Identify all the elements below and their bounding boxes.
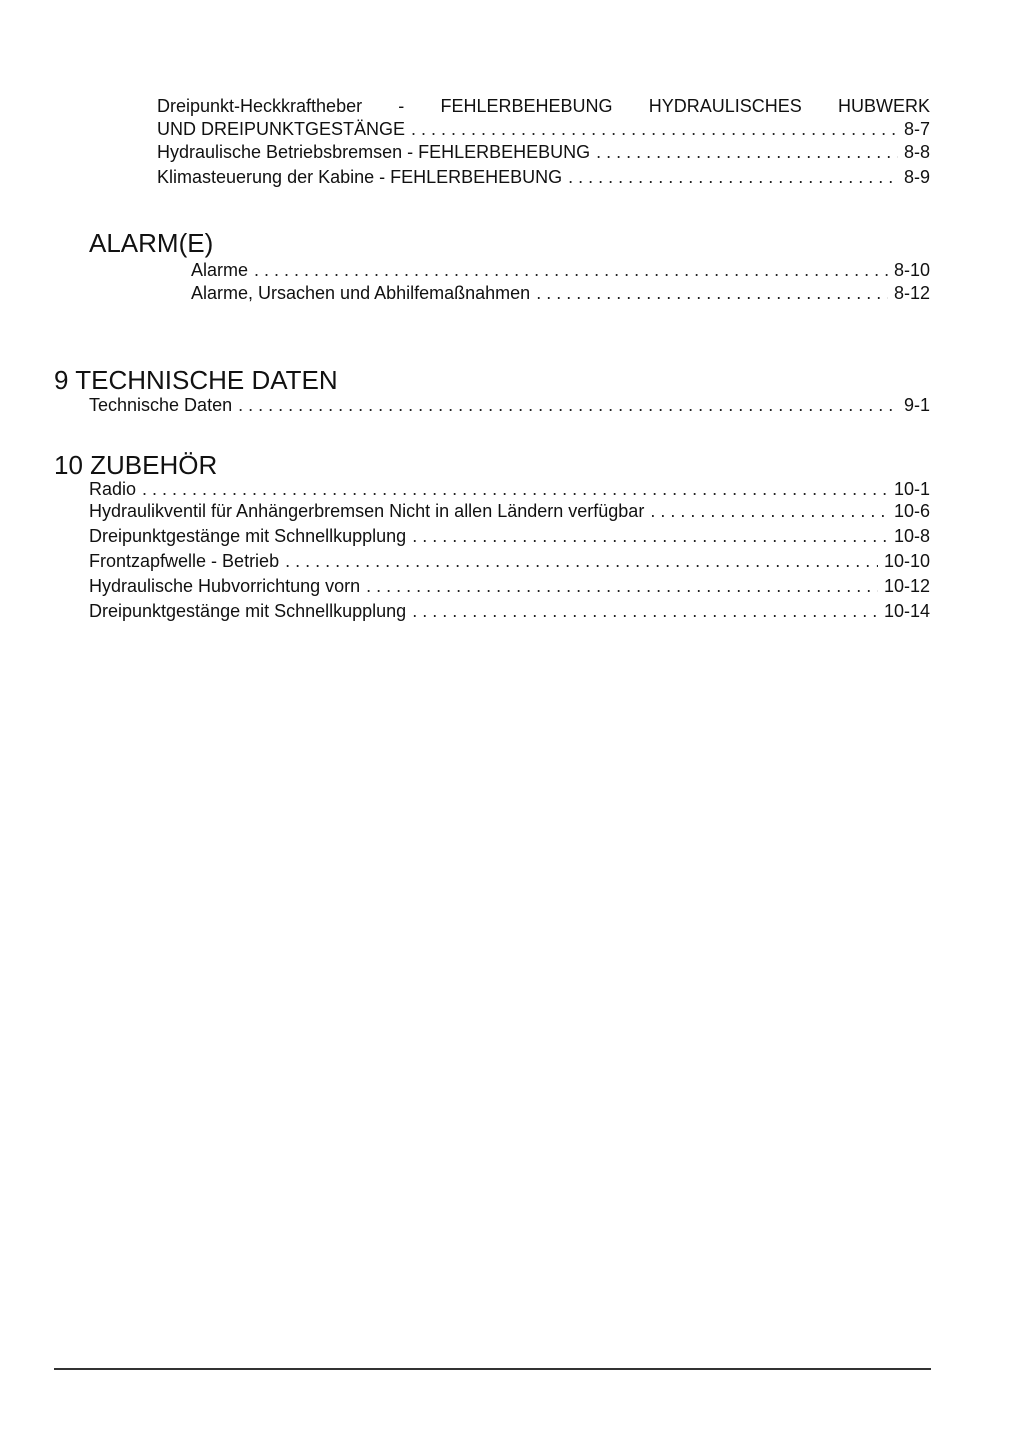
dot-leader [536,282,888,305]
dot-leader [142,478,888,501]
toc-page-number: 10-14 [883,601,930,621]
toc-entry-title: Alarme [191,260,249,280]
toc-entry[interactable] [89,394,930,417]
dot-leader [366,575,878,598]
dot-leader [254,259,888,282]
toc-entry-title: Klimasteuerung der Kabine - FEHLERBEHEBUNG [157,167,563,187]
dot-leader [412,525,888,548]
toc-entry[interactable] [191,282,930,305]
dot-leader [238,394,898,417]
toc-entry-line1: Dreipunkt-Heckkraftheber - FEHLERBEHEBUNG HYDRAULISCHES HUBWERK [157,96,930,116]
toc-entry-title: Radio [89,479,137,499]
toc-entry[interactable] [191,259,930,282]
toc-entry[interactable] [157,141,930,164]
toc-entry-title: Dreipunktgestänge mit Schnellkupplung [89,601,407,621]
chapter-heading: 10 ZUBEHÖR [54,450,218,480]
toc-page-number: 10-6 [893,501,930,521]
toc-page-number: 8-9 [903,167,930,187]
toc-page-number: 10-8 [893,526,930,546]
footer-divider [54,1368,931,1370]
dot-leader [412,600,878,623]
toc-entry-title: Hydraulikventil für Anhängerbremsen Nicht in allen Ländern verfügbar [89,501,645,521]
toc-entry[interactable] [89,575,930,598]
toc-page-number: 9-1 [903,395,930,415]
toc-page-number: 10-12 [883,576,930,596]
toc-page-number: 8-7 [903,119,930,139]
dot-leader [596,141,898,164]
toc-page-number: 8-10 [893,260,930,280]
toc-entry-title: Hydraulische Hubvorrichtung vorn [89,576,361,596]
toc-page-number: 10-10 [883,551,930,571]
toc-entry[interactable] [89,500,930,523]
toc-entry[interactable] [157,118,930,141]
toc-page-number: 8-12 [893,283,930,303]
toc-entry-title: Frontzapfwelle - Betrieb [89,551,280,571]
toc-entry-title: Hydraulische Betriebsbremsen - FEHLERBEHEBUNG [157,142,591,162]
toc-entry[interactable] [89,525,930,548]
toc-page-number: 10-1 [893,479,930,499]
dot-leader [411,118,898,141]
toc-entry[interactable] [89,600,930,623]
section-heading: ALARM(E) [89,228,214,258]
dot-leader [650,500,888,523]
toc-entry[interactable] [157,166,930,189]
toc-entry[interactable] [89,550,930,573]
toc-entry-title: Dreipunktgestänge mit Schnellkupplung [89,526,407,546]
toc-entry-title: UND DREIPUNKTGESTÄNGE [157,119,406,139]
toc-page-number: 8-8 [903,142,930,162]
toc-entry-title: Technische Daten [89,395,233,415]
toc-entry[interactable] [89,478,930,501]
chapter-heading: 9 TECHNISCHE DATEN [54,365,338,395]
toc-entry-title: Alarme, Ursachen und Abhilfemaßnahmen [191,283,531,303]
dot-leader [285,550,878,573]
dot-leader [568,166,898,189]
